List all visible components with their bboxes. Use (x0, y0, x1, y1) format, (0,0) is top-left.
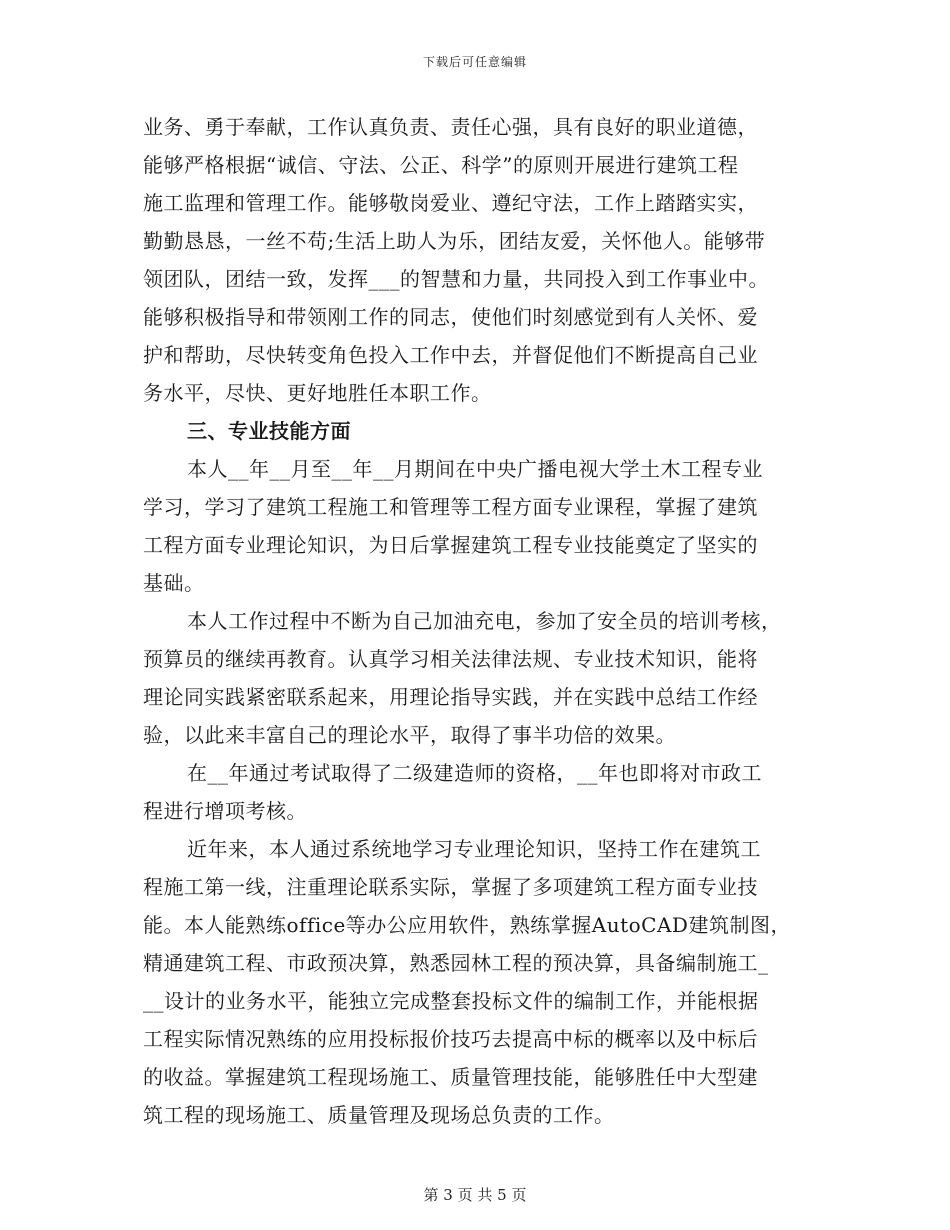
text-line: 能够积极指导和带领刚工作的同志，使他们时刻感觉到有人关怀、爱 (143, 305, 758, 329)
page-footer: 第 3 页 共 5 页 (423, 1186, 527, 1204)
text-line: 学习，学习了建筑工程施工和管理等工程方面专业课程，掌握了建筑 (143, 495, 758, 519)
document-body (143, 108, 803, 1134)
text-line: 理论同实践紧密联系起来，用理论指导实践，并在实践中总结工作经 (143, 685, 758, 709)
paragraph (143, 108, 803, 412)
text-line: 领团队，团结一致，发挥___的智慧和力量，共同投入到工作事业中。 (143, 267, 769, 291)
text-line: 在__年通过考试取得了二级建造师的资格，__年也即将对市政工 (187, 761, 762, 785)
page-header: 下载后可任意编辑 (422, 55, 527, 69)
text-line: 业务、勇于奉献，工作认真负责、责任心强，具有良好的职业道德， (143, 115, 758, 139)
text-line: 本人__年__月至__年__月期间在中央广播电视大学土木工程专业 (187, 457, 763, 481)
text-line: 的收益。掌握建筑工程现场施工、质量管理技能，能够胜任中大型建 (143, 1065, 758, 1089)
section-heading (143, 412, 803, 450)
paragraph (143, 754, 803, 830)
text-line: 勤勤恳恳，一丝不苟;生活上助人为乐，团结友爱，关怀他人。能够带 (143, 229, 766, 253)
text-line: 能。本人能熟练office等办公应用软件，熟练掌握AutoCAD建筑制图， (143, 913, 791, 937)
text-line: 预算员的继续再教育。认真学习相关法律法规、专业技术知识，能将 (143, 647, 758, 671)
text-line: 能够严格根据“诚信、守法、公正、科学”的原则开展进行建筑工程 (143, 153, 739, 177)
text-line: 程施工第一线，注重理论联系实际，掌握了多项建筑工程方面专业技 (143, 875, 758, 899)
paragraph (143, 450, 803, 602)
text-line: 筑工程的现场施工、质量管理及现场总负责的工作。 (143, 1103, 615, 1127)
text-line: 务水平，尽快、更好地胜任本职工作。 (143, 381, 492, 405)
text-line: 护和帮助，尽快转变角色投入工作中去，并督促他们不断提高自己业 (143, 343, 758, 367)
text-line: 施工监理和管理工作。能够敬岗爱业、遵纪守法，工作上踏踏实实， (143, 191, 758, 215)
text-line: 精通建筑工程、市政预决算，熟悉园林工程的预决算，具备编制施工_ (143, 951, 769, 975)
text-line: 工程实际情况熟练的应用投标报价技巧去提高中标的概率以及中标后 (143, 1027, 758, 1051)
text-line: 验，以此来丰富自己的理论水平，取得了事半功倍的效果。 (143, 723, 676, 747)
paragraph (143, 602, 803, 754)
text-line: 工程方面专业理论知识，为日后掌握建筑工程专业技能奠定了坚实的 (143, 533, 758, 557)
text-line: 基础。 (143, 571, 205, 595)
text-line: 近年来，本人通过系统地学习专业理论知识，坚持工作在建筑工 (187, 837, 761, 861)
text-line: __设计的业务水平，能独立完成整套投标文件的编制工作，并能根据 (143, 989, 759, 1013)
paragraph (143, 830, 803, 1134)
heading-text: 三、专业技能方面 (187, 419, 351, 443)
text-line: 本人工作过程中不断为自己加油充电，参加了安全员的培训考核， (187, 609, 782, 633)
text-line: 程进行增项考核。 (143, 799, 307, 823)
